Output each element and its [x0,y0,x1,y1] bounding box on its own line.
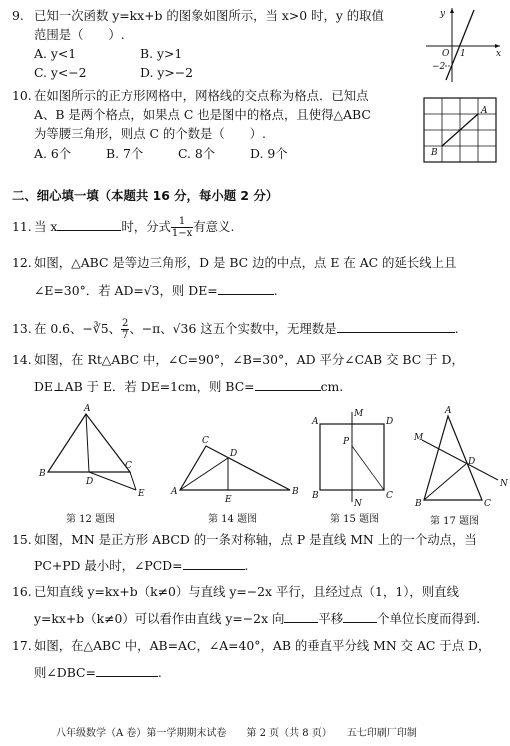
caption-17: 第 17 题图 [430,516,480,527]
figure-14 [170,432,300,506]
q9-graph-tick-m2: −2 [432,62,446,72]
q11-fraction: $\frac{1}{1-x}$ [171,216,193,239]
q17-line1: 17. 如图，在△ABC 中，AB=AC，∠A=40°，AB 的垂直平分线 MN 交 AC 于点 D， [12,638,491,653]
q10-line1: 10. 在如图所示的正方形网格中，网格线的交点称为格点．已知点 [12,88,369,103]
q9-graph-tick-1: 1 [460,49,466,59]
figure-12 [34,402,154,512]
q16-line1: 16. 已知直线 y=kx+b（k≠0）与直线 y=−2x 平行，且经过点（1，1），则直线 [12,584,459,599]
q11-answer-blank[interactable] [57,218,121,231]
f17-label-b: B [415,499,422,509]
f17-label-d: D [468,457,476,467]
q12-answer-blank[interactable] [218,282,274,295]
f15-label-a: A [312,417,319,427]
q13-fraction: $\frac{2}{7}$ [121,318,129,341]
f15-label-d: D [386,417,394,427]
q15-line2: PC+PD 最小时，∠PCD= . [34,558,249,573]
q17-answer-blank[interactable] [96,664,158,677]
q16-line2: y=kx+b（k≠0）可以看作由直线 y=−2x 向 平移 个单位长度而得到. [34,611,481,626]
q9-options-row2 [12,65,246,81]
q10-point-b: B [431,148,438,158]
page-footer: 八年级数学（A 卷）第一学期期末试卷 第 2 页（共 8 页） 五七印刷厂印制 [56,728,417,739]
q13-answer-blank[interactable] [337,320,455,333]
f17-label-n: N [500,479,508,489]
f14-label-b: B [292,487,299,497]
q12-line2: ∠E=30°．若 AD=√3，则 DE= . [34,283,278,298]
q10-option-b: B. 7个 [106,146,144,161]
f12-label-c: C [125,461,132,471]
f15-label-m: M [354,409,364,419]
q16-direction-blank[interactable] [284,610,318,623]
q14-answer-blank[interactable] [255,378,321,391]
f17-label-c: C [484,499,491,509]
q10-line2: A、B 是两个格点，如果点 C 也是图中的格点，且使得△ABC [34,107,371,122]
caption-12: 第 12 题图 [66,514,116,525]
q11: 11. 当 x 时，分式 $\frac{1}{1-x}$ 有意义. [12,216,235,239]
q10-point-a: A [481,106,488,116]
f12-label-b: B [39,469,46,479]
q9-option-a: A. y<1 [34,46,77,61]
caption-14: 第 14 题图 [208,514,258,525]
q9-option-b: B. y>1 [140,46,183,61]
f12-label-e: E [138,489,145,499]
f15-label-c: C [386,491,393,501]
section-heading: 二、细心填一填（本题共 16 分，每小题 2 分） [12,188,279,203]
q9-option-c: C. y<−2 [34,65,87,80]
q17-line2: 则∠DBC= . [34,665,162,680]
f15-label-p: P [343,437,350,447]
q9-option-d: D. y>−2 [140,65,194,80]
f14-label-a: A [171,487,178,497]
caption-15: 第 15 题图 [330,514,380,525]
q9-line2: 范围是（ ）. [34,27,125,42]
f17-label-a: A [445,406,452,416]
q9-options-row1 [12,46,246,62]
q9-graph-origin: O [442,49,450,59]
q9-graph [418,4,504,84]
q15-line1: 15. 如图，MN 是正方形 ABCD 的一条对称轴，点 P 是直线 MN 上的一个动点，当 [12,532,477,547]
f14-label-c: C [202,436,209,446]
f15-label-b: B [312,491,319,501]
q16-distance-blank[interactable] [343,610,377,623]
figure-17 [410,404,510,508]
f12-label-d: D [86,477,94,487]
q9-graph-y-label: y [440,9,446,19]
q9-graph-x-label: x [496,49,502,59]
q10-option-d: D. 9个 [250,146,288,161]
q10-option-a: A. 6个 [34,146,72,161]
q10-line3: 为等腰三角形，则点 C 的个数是（ ）. [34,126,266,141]
q12-line1: 12. 如图，△ABC 是等边三角形，D 是 BC 边的中点，点 E 在 AC 的延长线上且 [12,255,457,270]
q10-grid-figure [422,96,500,166]
f17-label-m: M [414,433,424,443]
f14-label-d: D [230,449,238,459]
f15-label-n: N [354,499,362,509]
q10-options [12,146,322,162]
q14-line1: 14. 如图，在 Rt△ABC 中，∠C=90°，∠B=30°，AD 平分∠CAB 交 BC 于 D， [12,352,464,367]
f12-label-a: A [84,404,91,414]
q10-option-c: C. 8个 [178,146,216,161]
figure-15 [312,404,396,508]
f14-label-e: E [225,495,232,505]
q9-line1: 9. 已知一次函数 y=kx+b 的图象如图所示，当 x>0 时，y 的取值 [12,8,384,23]
q14-line2: DE⊥AB 于 E．若 DE=1cm，则 BC= cm. [34,379,344,394]
q13: 13. 在 0.6̇、−∛5、 $\frac{2}{7}$ 、−π、√36 这五个实数中，无理数是 . [12,318,459,341]
q15-answer-blank[interactable] [183,557,245,570]
